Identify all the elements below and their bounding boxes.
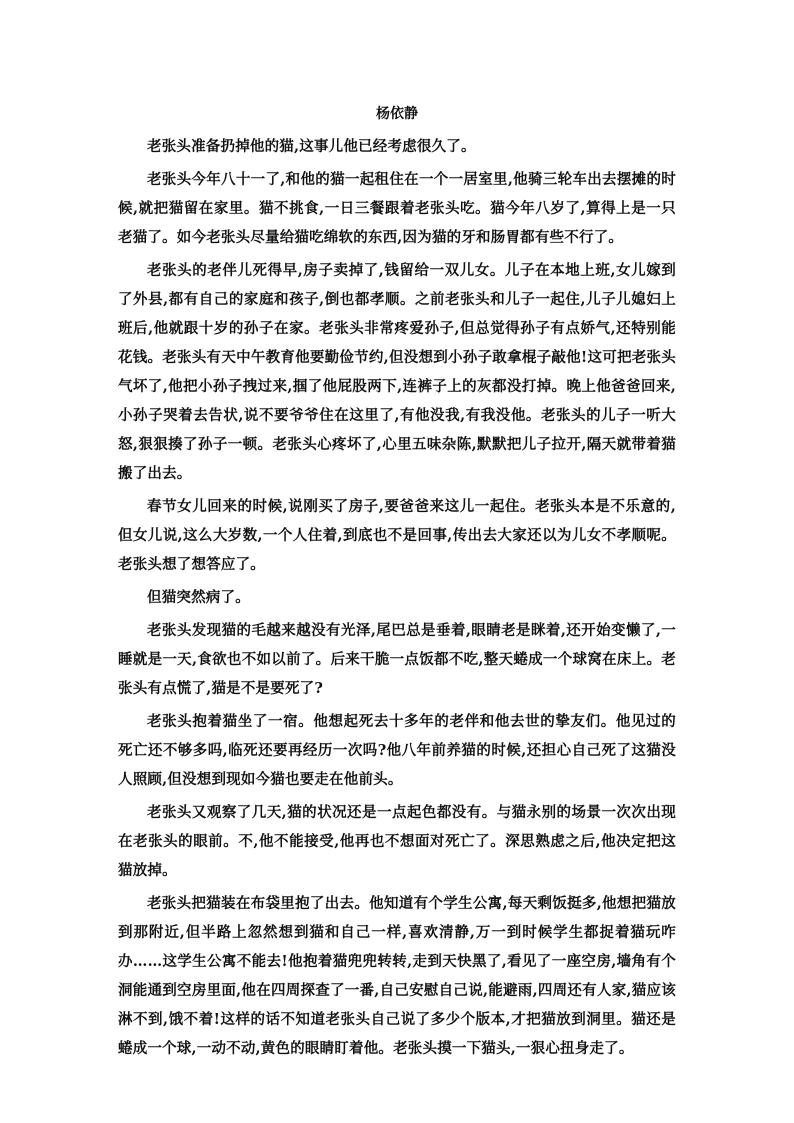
author-name: 杨依静 [376,106,418,122]
paragraph: 老张头把猫装在布袋里抱了出去。他知道有个学生公寓,每天剩饭挺多,他想把猫放到那附近,但半路上忽然想到猫和自己一样,喜欢清静,万一到时候学生都捉着猫玩咋办……这学生公寓不能去!他抱着猫兜兜转转,走到天快黑了,看见了一座空房,墙角有个洞能通到空房里面,他在四周探查了一番,自己安慰自己说,能避雨,四周还有人家,猫应该淋不到,饿不着!这样的话不知道老张头自己说了多少个版本,才把猫放到洞里。猫还是蜷成一个球,一动不动,黄色的眼睛盯着他。老张头摸一下猫头,一狠心扭身走了。 [118,895,676,1057]
paragraph: 老张头的老伴儿死得早,房子卖掉了,钱留给一双儿女。儿子在本地上班,女儿嫁到了外县,都有自己的家庭和孩子,倒也都孝顺。之前老张头和儿子一起住,儿子儿媳妇上班后,他就跟十岁的孙子在家。老张头非常疼爱孙子,但总觉得孙子有点娇气,还特别能花钱。老张头有天中午教育他要勤俭节约,但没想到小孙子敢拿棍子敲他!这可把老张头气坏了,他把小孙子拽过来,掴了他屁股两下,连裤子上的灰都没打掉。晚上他爸爸回来,小孙子哭着去告状,说不要爷爷住在这里了,有他没我,有我没他。老张头的儿子一听大怒,狠狠揍了孙子一顿。老张头心疼坏了,心里五味杂陈,默默把儿子拉开,隔天就带着猫搬了出去。 [118,262,676,482]
paragraph: 春节女儿回来的时候,说刚买了房子,要爸爸来这儿一起住。老张头本是不乐意的,但女儿说,这么大岁数,一个人住着,到底也不是回事,传出去大家还以为儿女不孝顺呢。老张头想了想答应了。 [118,498,676,573]
paragraph: 老张头抱着猫坐了一宿。他想起死去十多年的老伴和他去世的挚友们。他见过的死亡还不够多吗,临死还要再经历一次吗?他八年前养猫的时候,还担心自己死了这猫没人照顾,但没想到现如今猫也要走在他前头。 [118,713,676,788]
paragraph: 老张头准备扔掉他的猫,这事儿他已经考虑很久了。 [147,138,476,155]
story-body [118,132,676,1063]
paragraph: 老张头今年八十一了,和他的猫一起租住在一个一居室里,他骑三轮车出去摆摊的时候,就把猫留在家里。猫不挑食,一日三餐跟着老张头吃。猫今年八岁了,算得上是一只老猫了。如今老张头尽量给猫吃绵软的东西,因为猫的牙和肠胃都有些不行了。 [118,171,676,246]
document-page [118,0,676,1123]
paragraph: 老张头又观察了几天,猫的状况还是一点起色都没有。与猫永别的场景一次次出现在老张头的眼前。不,他不能接受,他再也不想面对死亡了。深思熟虑之后,他决定把这猫放掉。 [118,804,676,879]
paragraph: 老张头发现猫的毛越来越没有光泽,尾巴总是垂着,眼睛老是眯着,还开始变懒了,一睡就是一天,食欲也不如以前了。后来干脆一点饭都不吃,整天蜷成一个球窝在床上。老张头有点慌了,猫是不是要死了? [118,622,676,697]
paragraph: 但猫突然病了。 [147,589,250,606]
